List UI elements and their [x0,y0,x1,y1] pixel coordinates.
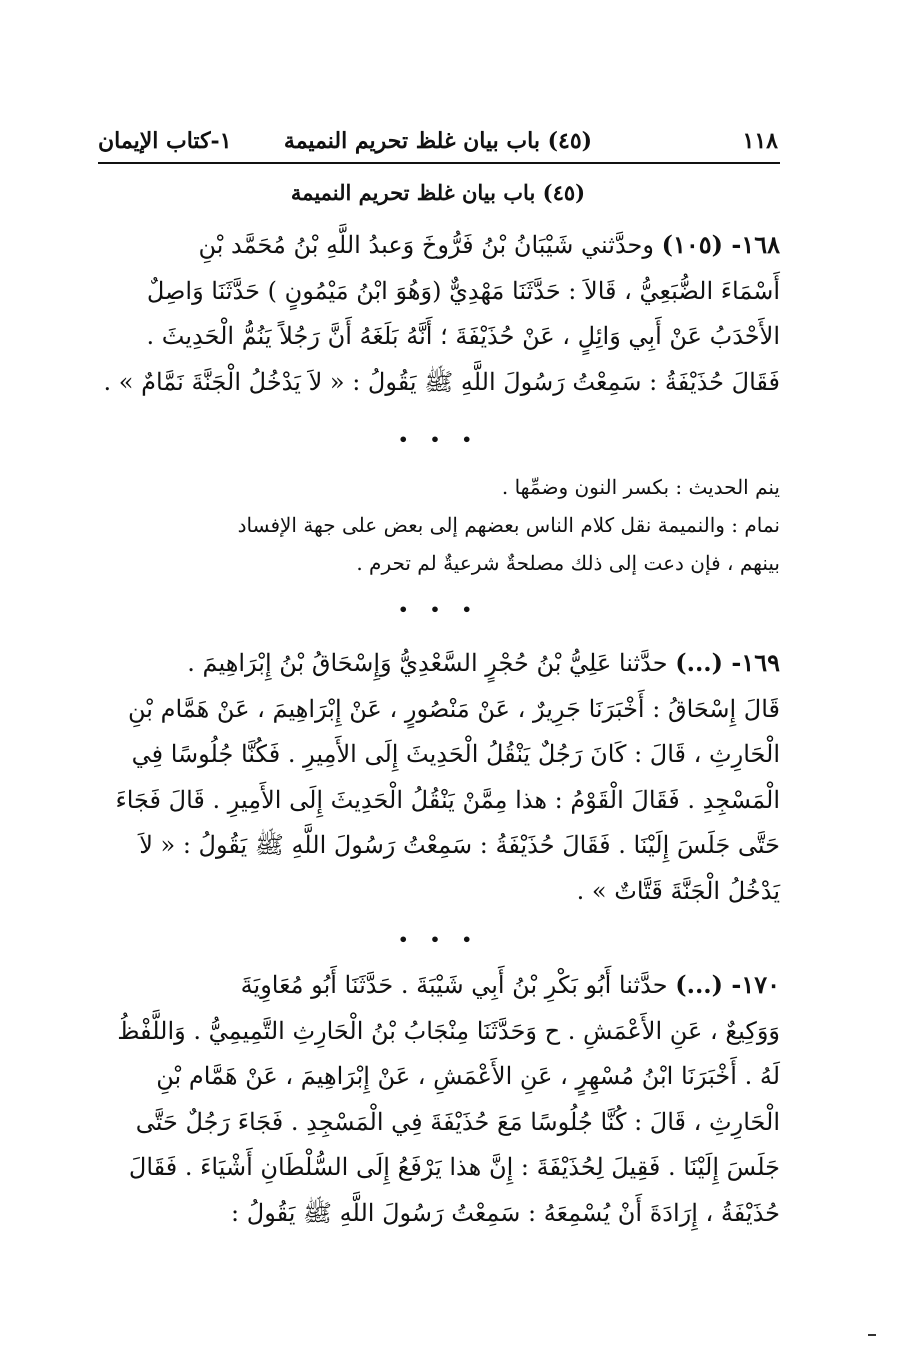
hadith-line: الْحَارِثِ ، قَالَ : كُنَّا جُلُوسًا مَعَ حُذَيْفَةَ فِي الْمَسْجِدِ . فَجَاءَ رَجُلٌ حَتَّى [135,1107,780,1136]
hadith-169 [98,640,780,914]
hadith-line: حدَّثنا عَلِيُّ بْنُ حُجْرٍ السَّعْدِيُّ وَإِسْحَاقُ بْنُ إِبْرَاهِيمَ . [187,649,668,677]
note-line: بينهم ، فإن دعت إلى ذلك مصلحةٌ شرعيةٌ لم تحرم . [356,551,780,575]
separator: • • • [398,430,480,449]
hadith-number: ١٧٠- (...) [675,970,780,999]
explanatory-notes [98,468,780,582]
hadith-168 [98,222,780,405]
hadith-line: فَقَالَ حُذَيْفَةُ : سَمِعْتُ رَسُولَ اللَّهِ ﷺ يَقُولُ : « لاَ يَدْخُلُ الْجَنَّةَ نَمَّامٌ » . [103,367,780,396]
chapter-title: (٤٥) باب بيان غلظ تحريم النميمة [290,180,586,205]
page-number: ١١٨ [742,128,778,154]
hadith-line: الْمَسْجِدِ . فَقَالَ الْقَوْمُ : هذا مِمَّنْ يَنْقُلُ الْحَدِيثَ إِلَى الأَمِيرِ . قَالَ فَجَاءَ [115,785,780,814]
hadith-line: الأَحْدَبُ عَنْ أَبِي وَائِلٍ ، عَنْ حُذَيْفَةَ ؛ أَنَّهُ بَلَغَهُ أَنَّ رَجُلاً يَنُمُّ الْحَدِيثَ . [146,322,780,350]
hadith-line: حَتَّى جَلَسَ إِلَيْنَا . فَقَالَ حُذَيْفَةُ : سَمِعْتُ رَسُولَ اللَّهِ ﷺ يَقُولُ : « لاَ [139,831,780,859]
hadith-number: ١٦٩- (...) [675,648,780,677]
separator: • • • [398,600,480,619]
hadith-line: وَوَكِيعٌ ، عَنِ الأَعْمَشِ . ح وَحَدَّثَنَا مِنْجَابُ بْنُ الْحَارِثِ التَّمِيمِيُّ . وَاللَّفْظُ [117,1016,780,1045]
hadith-line: الْحَارِثِ ، قَالَ : كَانَ رَجُلٌ يَنْقُلُ الْحَدِيثَ إِلَى الأَمِيرِ . فَكُنَّا جُلُوسًا فِي [131,740,780,768]
running-section-title: (٤٥) باب بيان غلظ تحريم النميمة [283,128,593,154]
hadith-line: أَسْمَاءَ الضُّبَعِيُّ ، قَالاَ : حَدَّثَنَا مَهْدِيٌّ (وَهُوَ ابْنُ مَيْمُونٍ ) حَدَّثَنَا وَاصِلٌ [146,276,780,305]
hadith-line: حُذَيْفَةُ ، إِرَادَةَ أَنْ يُسْمِعَهُ : سَمِعْتُ رَسُولَ اللَّهِ ﷺ يَقُولُ : [231,1198,780,1227]
running-book-title: ١-كتاب الإيمان [98,128,232,154]
note-line: نمام : والنميمة نقل كلام الناس بعضهم إلى بعض على جهة الإفساد [237,513,780,537]
hadith-number: ١٦٨- (١٠٥) [661,230,780,259]
corner-mark [868,1334,876,1336]
hadith-line: لَهُ . أَخْبَرَنَا ابْنُ مُسْهِرٍ ، عَنِ الأَعْمَشِ ، عَنْ إِبْرَاهِيمَ ، عَنْ هَمَّام بْنِ [156,1062,780,1090]
separator: • • • [398,930,480,949]
hadith-line: قَالَ إِسْحَاقُ : أَخْبَرَنَا جَرِيرٌ ، عَنْ مَنْصُورٍ ، عَنْ إِبْرَاهِيمَ ، عَنْ هَمَّام بْنِ [128,694,780,723]
running-header [98,128,778,164]
hadith-line: وحدَّثني شَيْبَانُ بْنُ فَرُّوخَ وَعبدُ اللَّهِ بْنُ مُحَمَّد بْنِ [198,231,654,259]
hadith-170 [98,962,780,1236]
hadith-line: جَلَسَ إِلَيْنَا . فَقِيلَ لِحُذَيْفَةَ : إِنَّ هذا يَرْفَعُ إِلَى السُّلْطَانِ أَشْيَاءَ . فَقَالَ [128,1153,780,1181]
hadith-line: يَدْخُلُ الْجَنَّةَ قَتَّاتٌ » . [576,876,780,905]
hadith-line: حدَّثنا أَبُو بَكْرِ بْنُ أَبِي شَيْبَةَ . حَدَّثَنَا أَبُو مُعَاوِيَةَ [240,971,668,999]
note-line: ينم الحديث : بكسر النون وضمِّها . [501,475,780,499]
header-rule [98,162,780,164]
